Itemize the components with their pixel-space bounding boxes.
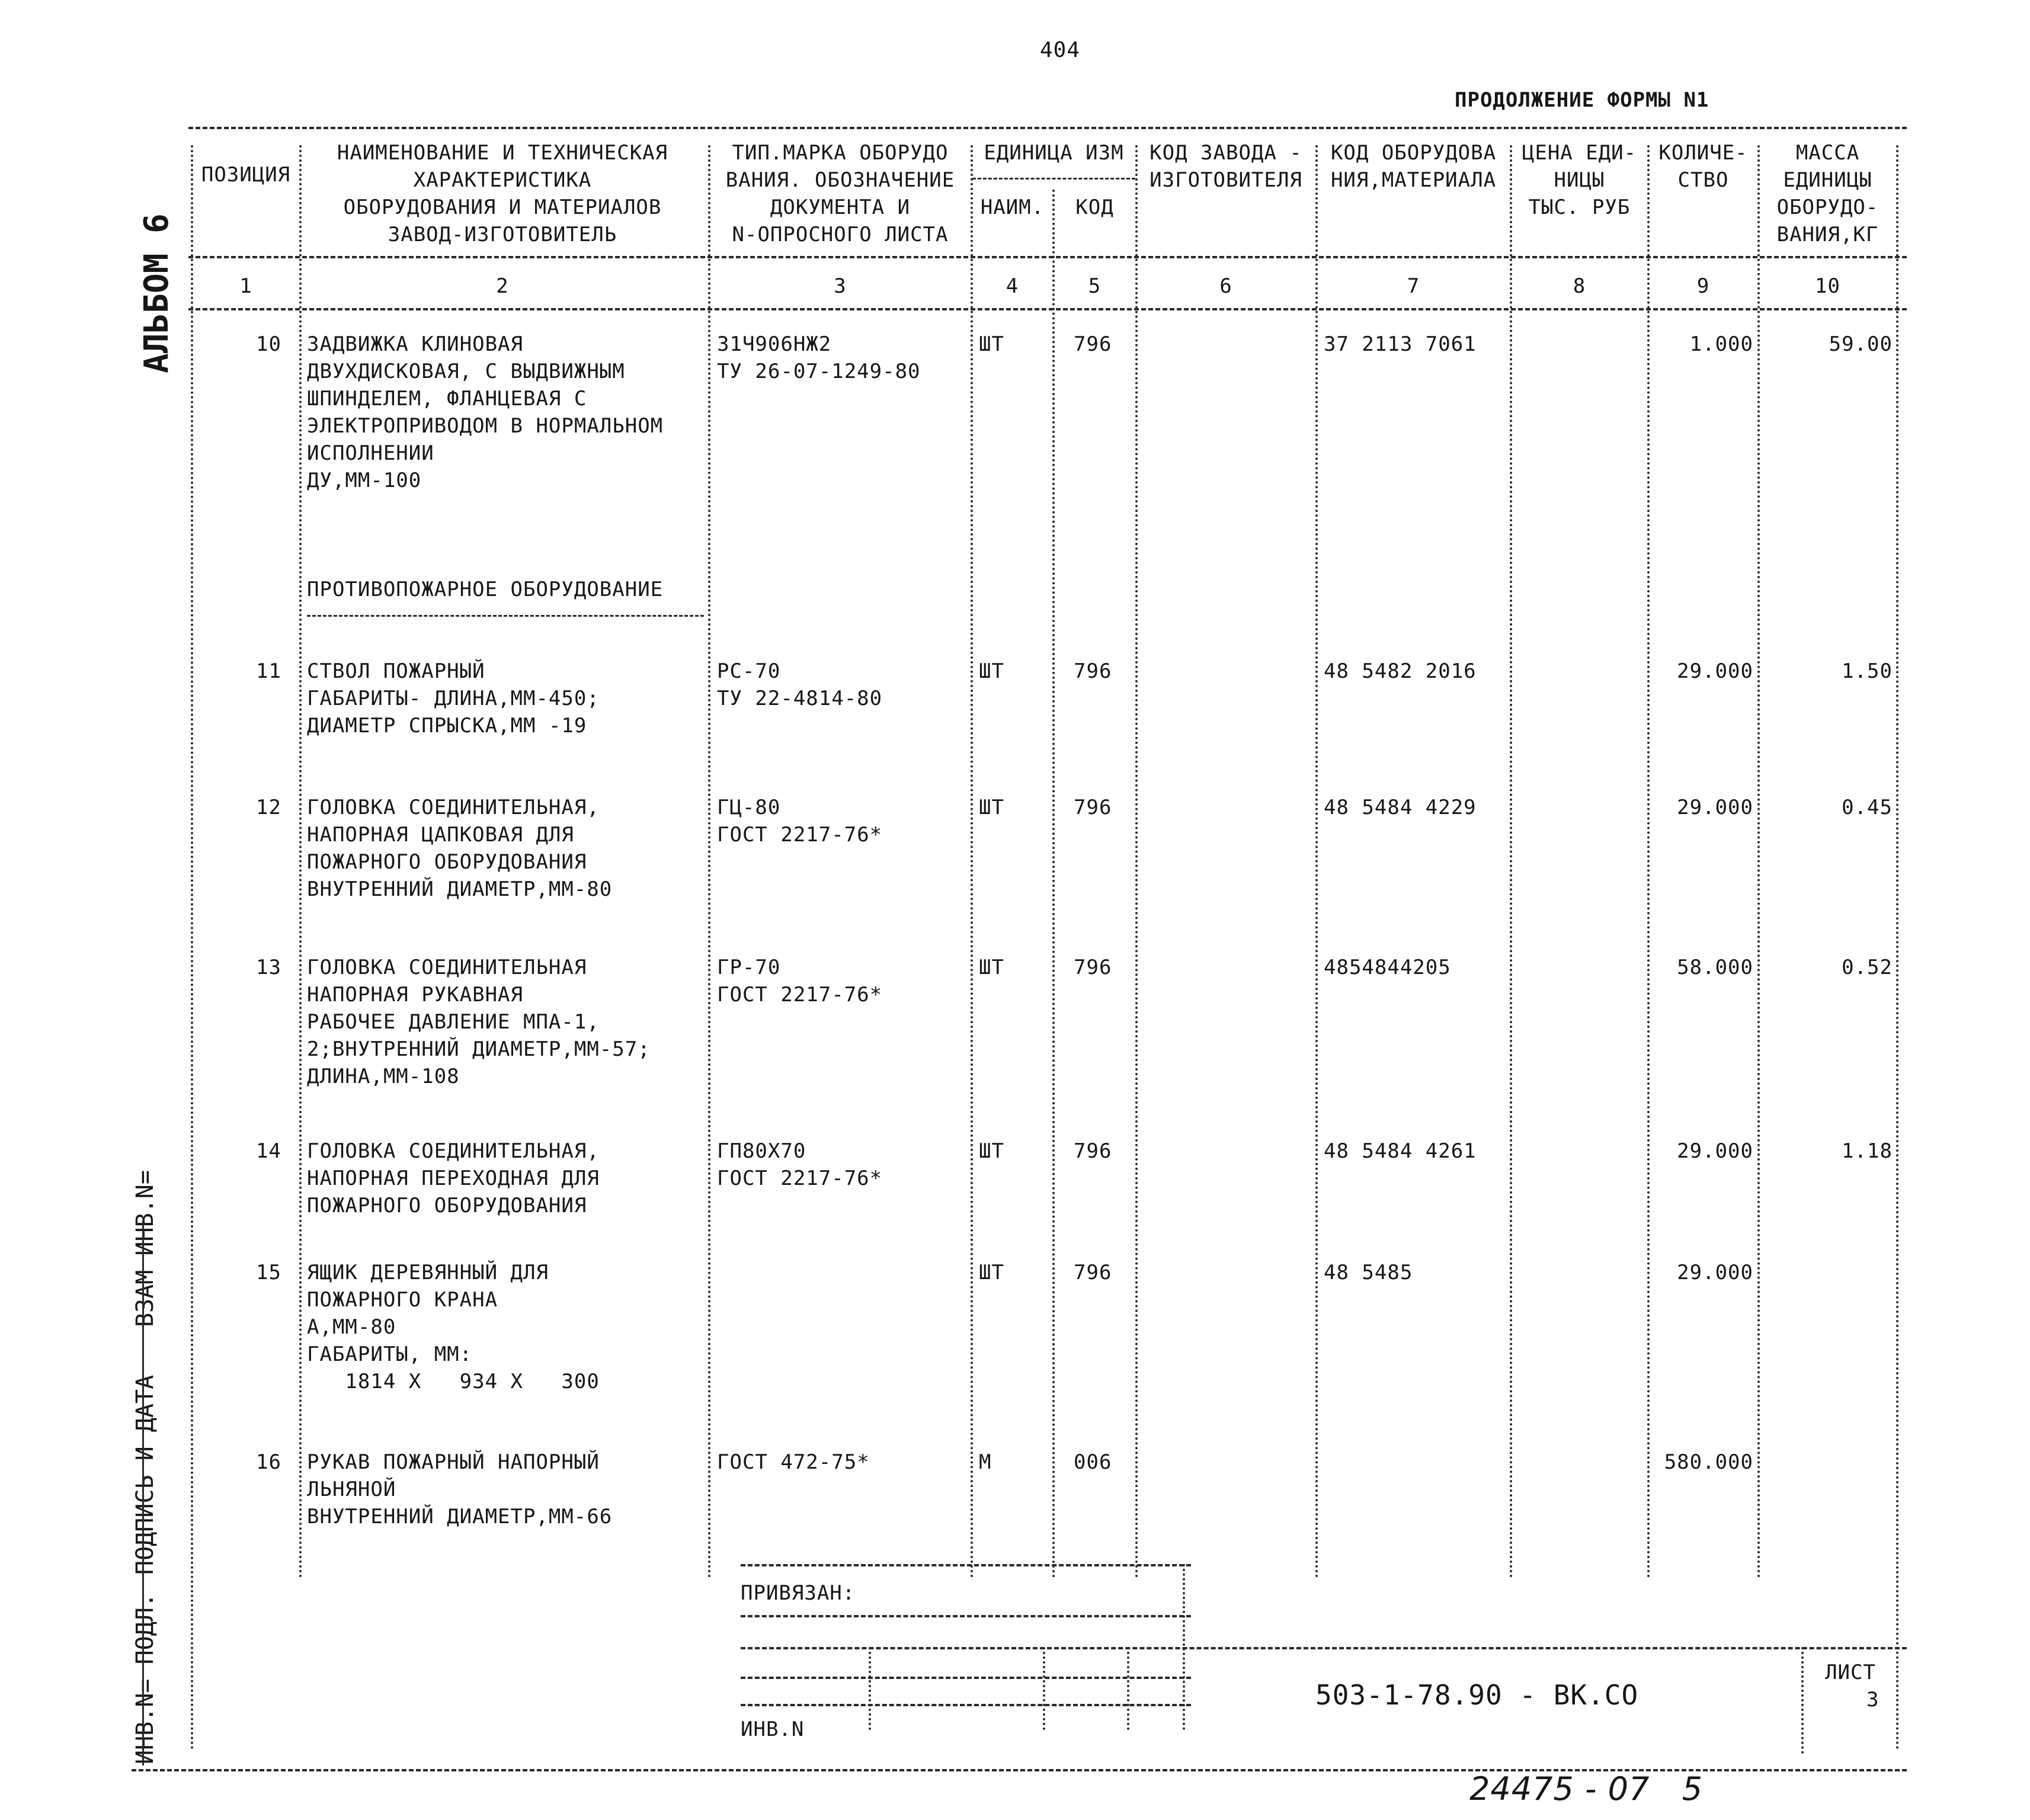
row-11-unit: ШТ	[979, 659, 1004, 683]
stamp-rule-3	[741, 1647, 1907, 1649]
row-12-unit-code: 796	[1074, 796, 1112, 819]
header-col2-line1: НАИМЕНОВАНИЕ И ТЕХНИЧЕСКАЯ	[337, 141, 668, 165]
stamp-list-num: 3	[1866, 1688, 1879, 1712]
row-13-name-4: 2;ВНУТРЕННИЙ ДИАМЕТР,ММ-57;	[307, 1037, 651, 1061]
section-underline	[307, 615, 704, 617]
row-16-name-2: ЛЬНЯНОЙ	[307, 1478, 396, 1501]
row-11-unit-code: 796	[1074, 659, 1112, 683]
stamp-rule-5	[741, 1704, 1191, 1706]
row-12-name-4: ВНУТРЕННИЙ ДИАМЕТР,ММ-80	[307, 877, 613, 901]
form-title: ПРОДОЛЖЕНИЕ ФОРМЫ N1	[1455, 88, 1709, 112]
header-col7-line1: КОД ОБОРУДОВА	[1330, 141, 1497, 165]
header-col10-line3: ОБОРУДО-	[1776, 196, 1879, 219]
row-12-doc-1: ГЦ-80	[717, 796, 781, 819]
row-10-unit: ШТ	[979, 332, 1004, 356]
row-15-pos: 15	[256, 1261, 281, 1284]
header-col2-line3: ОБОРУДОВАНИЯ И МАТЕРИАЛОВ	[343, 196, 662, 219]
header-col10-line1: МАССА	[1795, 141, 1860, 165]
header-col8-line1: ЦЕНА ЕДИ-	[1522, 141, 1637, 165]
stamp-vsep-1	[869, 1647, 871, 1730]
header-col9-line1: КОЛИЧЕ-	[1658, 141, 1748, 165]
row-14-unit-code: 796	[1074, 1139, 1112, 1163]
row-12-mat-code: 48 5484 4229	[1324, 796, 1477, 819]
row-14-name-2: НАПОРНАЯ ПЕРЕХОДНАЯ ДЛЯ	[307, 1167, 600, 1190]
row-16-qty: 580.000	[1664, 1450, 1753, 1474]
page-number: 404	[1040, 38, 1081, 62]
stamp-rule-top	[741, 1564, 1191, 1566]
footer-handwritten-code: 24475 - 07 5	[1469, 1770, 1704, 1808]
row-14-unit: ШТ	[979, 1139, 1004, 1163]
header-unit-subrule	[972, 178, 1135, 180]
row-10-name-3: ШПИНДЕЛЕМ, ФЛАНЦЕВАЯ С	[307, 387, 587, 411]
row-15-name-5: 1814 Х 934 Х 300	[307, 1370, 600, 1393]
row-13-unit: ШТ	[979, 956, 1004, 979]
row-12-unit: ШТ	[979, 796, 1004, 819]
row-13-name-5: ДЛИНА,ММ-108	[307, 1065, 460, 1088]
col-number-8: 8	[1573, 274, 1586, 298]
stamp-doc-code: 503-1-78.90 - ВК.СО	[1315, 1679, 1639, 1711]
row-12-name-2: НАПОРНАЯ ЦАПКОВАЯ ДЛЯ	[307, 823, 574, 847]
col-sep-0	[191, 145, 193, 1751]
row-13-name-2: НАПОРНАЯ РУКАВНАЯ	[307, 983, 523, 1007]
row-10-qty: 1.000	[1689, 332, 1753, 356]
header-col10-line4: ВАНИЯ,КГ	[1776, 223, 1879, 246]
row-10-doc-1: 31Ч906НЖ2	[717, 332, 832, 356]
row-15-qty: 29.000	[1677, 1261, 1753, 1284]
stamp-vsep-2	[1043, 1647, 1045, 1730]
side-stamp-inv-podl: ИНВ.N= ПОДЛ.	[132, 1593, 159, 1764]
header-col3-line1: ТИП.МАРКА ОБОРУДО	[732, 141, 949, 165]
col-sep-3	[971, 145, 973, 1579]
row-11-name-2: ГАБАРИТЫ- ДЛИНА,ММ-450;	[307, 687, 600, 710]
row-16-pos: 16	[256, 1450, 281, 1474]
col-sep-7	[1510, 145, 1512, 1579]
row-13-name-3: РАБОЧЕЕ ДАВЛЕНИЕ МПА-1,	[307, 1010, 600, 1034]
col-sep-10	[1896, 145, 1898, 1751]
header-col5: КОД	[1075, 196, 1114, 219]
header-col2-line4: ЗАВОД-ИЗГОТОВИТЕЛЬ	[388, 223, 617, 246]
row-13-mat-code: 4854844205	[1324, 956, 1451, 979]
col-number-10: 10	[1815, 274, 1840, 298]
row-16-unit-code: 006	[1074, 1450, 1112, 1474]
col-number-1: 1	[239, 274, 252, 298]
side-stamp-vzam-inv: ВЗАМ ИНВ.N=	[132, 1170, 159, 1327]
stamp-privyazan: ПРИВЯЗАН:	[741, 1581, 856, 1605]
row-15-unit: ШТ	[979, 1261, 1004, 1284]
row-13-qty: 58.000	[1677, 956, 1753, 979]
row-11-mass: 1.50	[1842, 659, 1893, 683]
section-title: ПРОТИВОПОЖАРНОЕ ОБОРУДОВАНИЕ	[307, 578, 664, 601]
header-col2-line2: ХАРАКТЕРИСТИКА	[413, 168, 592, 192]
row-14-pos: 14	[256, 1139, 281, 1163]
col-number-4: 4	[1006, 274, 1019, 298]
side-stamp-border	[142, 1220, 144, 1765]
col-sep-5	[1135, 145, 1138, 1579]
row-10-unit-code: 796	[1074, 332, 1112, 356]
col-sep-9	[1757, 145, 1760, 1579]
header-col7-line2: НИЯ,МАТЕРИАЛА	[1330, 168, 1497, 192]
col-number-7: 7	[1407, 274, 1420, 298]
col-sep-4	[1052, 190, 1055, 1579]
col-sep-2	[708, 145, 710, 1579]
side-album-label: АЛЬБОМ 6	[137, 213, 176, 373]
row-13-doc-2: ГОСТ 2217-76*	[717, 983, 883, 1007]
row-10-name-5: ИСПОЛНЕНИИ	[307, 441, 434, 465]
row-16-name-1: РУКАВ ПОЖАРНЫЙ НАПОРНЫЙ	[307, 1450, 600, 1474]
row-14-name-1: ГОЛОВКА СОЕДИНИТЕЛЬНАЯ,	[307, 1139, 600, 1163]
stamp-inv-n: ИНВ.N	[741, 1718, 805, 1741]
row-10-name-1: ЗАДВИЖКА КЛИНОВАЯ	[307, 332, 523, 356]
row-12-name-1: ГОЛОВКА СОЕДИНИТЕЛЬНАЯ,	[307, 796, 600, 819]
row-16-name-3: ВНУТРЕННИЙ ДИАМЕТР,ММ-66	[307, 1505, 613, 1529]
row-15-name-2: ПОЖАРНОГО КРАНА	[307, 1288, 498, 1312]
row-11-name-1: СТВОЛ ПОЖАРНЫЙ	[307, 659, 485, 683]
side-stamp-podpis-data: ПОДПИСЬ И ДАТА	[132, 1374, 159, 1575]
row-14-mat-code: 48 5484 4261	[1324, 1139, 1477, 1163]
row-11-qty: 29.000	[1677, 659, 1753, 683]
row-12-name-3: ПОЖАРНОГО ОБОРУДОВАНИЯ	[307, 850, 587, 874]
col-number-9: 9	[1696, 274, 1710, 298]
row-15-name-1: ЯЩИК ДЕРЕВЯННЫЙ ДЛЯ	[307, 1261, 549, 1284]
header-col10-line2: ЕДИНИЦЫ	[1783, 168, 1872, 192]
row-13-doc-1: ГР-70	[717, 956, 781, 979]
col-sep-1	[299, 145, 302, 1579]
stamp-list-label: ЛИСТ	[1825, 1661, 1876, 1684]
row-11-doc-2: ТУ 22-4814-80	[717, 687, 883, 710]
row-14-doc-2: ГОСТ 2217-76*	[717, 1167, 883, 1190]
row-12-pos: 12	[256, 796, 281, 819]
row-13-unit-code: 796	[1074, 956, 1112, 979]
row-14-qty: 29.000	[1677, 1139, 1753, 1163]
header-col4: НАИМ.	[980, 196, 1045, 219]
row-10-name-2: ДВУХДИСКОВАЯ, С ВЫДВИЖНЫМ	[307, 360, 625, 383]
header-col3-line4: N-ОПРОСНОГО ЛИСТА	[732, 223, 949, 246]
header-col8-line2: НИЦЫ	[1554, 168, 1605, 192]
col-number-6: 6	[1219, 274, 1232, 298]
col-number-2: 2	[496, 274, 509, 298]
table-top-rule	[188, 127, 1907, 129]
row-11-pos: 11	[256, 659, 281, 683]
header-col6-line2: ИЗГОТОВИТЕЛЯ	[1150, 168, 1302, 192]
row-11-mat-code: 48 5482 2016	[1324, 659, 1477, 683]
stamp-vsep-3	[1127, 1647, 1129, 1730]
row-15-unit-code: 796	[1074, 1261, 1112, 1284]
row-14-name-3: ПОЖАРНОГО ОБОРУДОВАНИЯ	[307, 1194, 587, 1217]
row-15-name-3: А,ММ-80	[307, 1315, 396, 1339]
col-number-5: 5	[1088, 274, 1102, 298]
row-12-doc-2: ГОСТ 2217-76*	[717, 823, 883, 847]
stamp-vsep-4	[1183, 1564, 1185, 1730]
row-16-unit: М	[979, 1450, 992, 1474]
row-12-mass: 0.45	[1842, 796, 1893, 819]
row-10-mat-code: 37 2113 7061	[1324, 332, 1477, 356]
col-sep-6	[1315, 145, 1318, 1579]
col-number-3: 3	[834, 274, 847, 298]
header-col45-top: ЕДИНИЦА ИЗМ	[984, 141, 1124, 165]
header-col9-line2: СТВО	[1677, 168, 1729, 192]
row-10-mass: 59.00	[1829, 332, 1893, 356]
row-10-pos: 10	[256, 332, 281, 356]
header-col6-line1: КОД ЗАВОДА -	[1150, 141, 1302, 165]
header-col8-line3: ТЫС. РУБ	[1528, 196, 1631, 219]
header-col1: ПОЗИЦИЯ	[201, 163, 291, 187]
row-10-doc-2: ТУ 26-07-1249-80	[717, 360, 921, 383]
row-15-mat-code: 48 5485	[1324, 1261, 1413, 1284]
row-10-name-4: ЭЛЕКТРОПРИВОДОМ В НОРМАЛЬНОМ	[307, 414, 664, 438]
row-14-doc-1: ГП80Х70	[717, 1139, 806, 1163]
stamp-rule-4	[741, 1677, 1191, 1679]
row-13-pos: 13	[256, 956, 281, 979]
row-14-mass: 1.18	[1842, 1139, 1893, 1163]
row-13-mass: 0.52	[1842, 956, 1893, 979]
col-sep-8	[1647, 145, 1650, 1579]
row-15-name-4: ГАБАРИТЫ, ММ:	[307, 1342, 473, 1366]
row-11-name-3: ДИАМЕТР СПРЫСКА,ММ -19	[307, 714, 587, 738]
row-13-name-1: ГОЛОВКА СОЕДИНИТЕЛЬНАЯ	[307, 956, 587, 979]
stamp-vsep-5	[1801, 1647, 1804, 1754]
row-11-doc-1: РС-70	[717, 659, 781, 683]
row-12-qty: 29.000	[1677, 796, 1753, 819]
header-col3-line2: ВАНИЯ. ОБОЗНАЧЕНИЕ	[725, 168, 955, 192]
row-10-name-6: ДУ,ММ-100	[307, 469, 422, 492]
row-16-doc-1: ГОСТ 472-75*	[717, 1450, 870, 1474]
header-col3-line3: ДОКУМЕНТА И	[770, 196, 911, 219]
stamp-rule-2	[741, 1615, 1191, 1617]
